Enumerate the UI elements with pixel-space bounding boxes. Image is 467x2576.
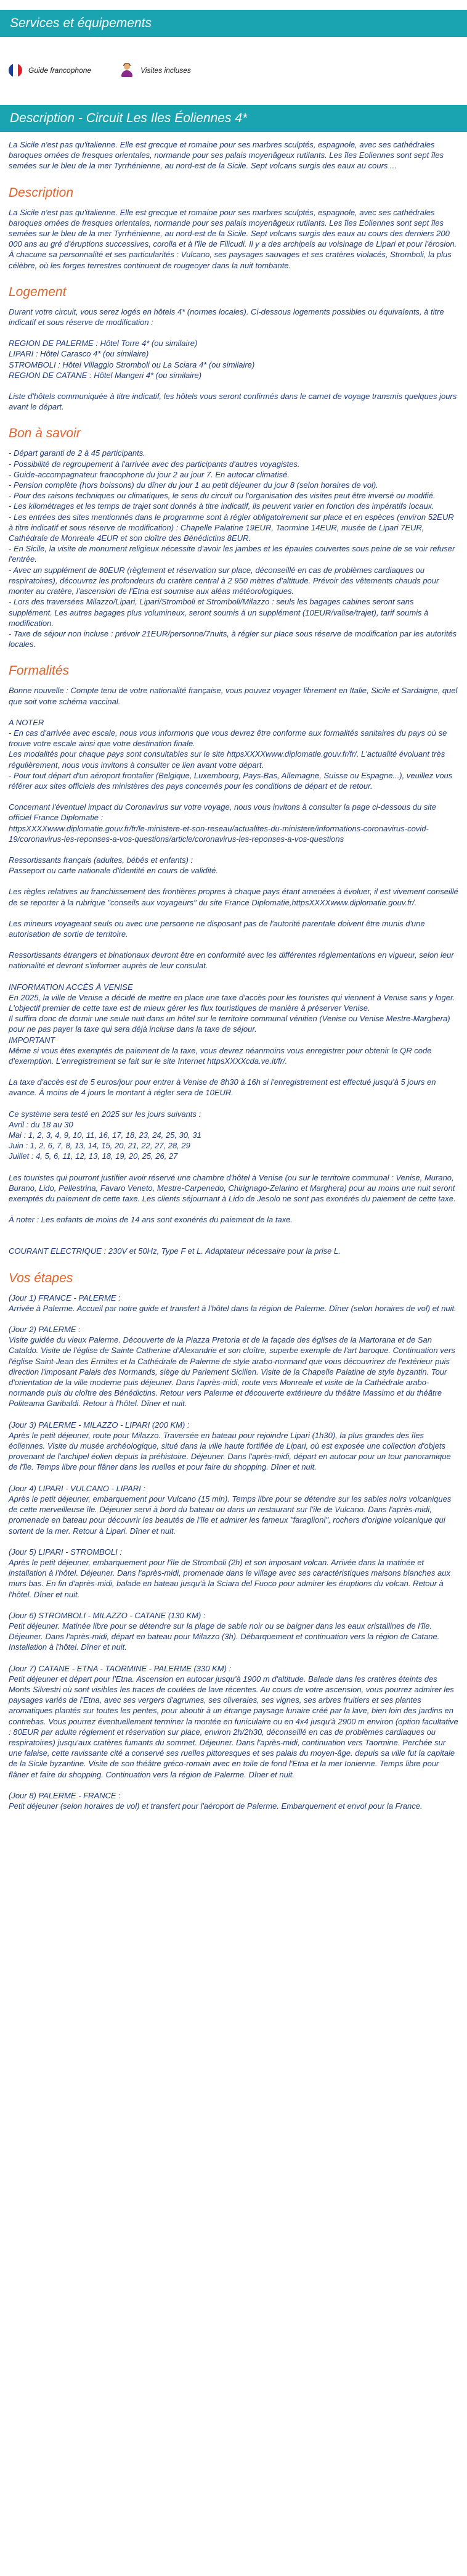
spacer — [9, 1162, 458, 1172]
section-paragraph: REGION DE PALERME : Hôtel Torre 4* (ou similaire) LIPARI : Hôtel Carasco 4* (ou similaire) STROMBOLI : Hôtel Villaggio Stromboli ou La Sciara 4* (ou similaire) REGION DE CATANE : Hôtel Mangeri 4* (ou similaire) — [9, 339, 255, 380]
spacer — [9, 876, 458, 886]
section-paragraph: Les règles relatives au franchissement des frontières propres à chaque pays étant amenées à évoluer, il est vivement conseillé de se reporter à la rubrique "conseils aux voyageurs" du site France Diplomatie,httpsXXXXwww.diplomatie.gouv.fr/. — [9, 887, 458, 907]
guide-person-icon — [120, 63, 134, 78]
sections — [9, 185, 458, 1812]
services-row — [9, 62, 191, 79]
section-paragraph: - Départ garanti de 2 à 45 participants. - Possibilité de regroupement à l'arrivée avec des participants d'autres voyagistes. - Guide-accompagnateur francophone du jour 2 au jour 7. En autocar climatisé. - Pension complète (hors boissons) du dîner du jour 1 au petit déjeuner du jour 8 (selon horaires de vol). - Pour des raisons techniques ou climatiques, le sens du circuit ou l'organisation des visites peut être inversé ou modifié. - Les kilométrages et les temps de trajet sont donnés à titre indicatif, ils peuvent varier en fonction des impératifs locaux. - Les entrées des sites mentionnés dans le programme sont à régler obligatoirement sur place et en espèces (environ 52EUR à titre indicatif et sous réserve de modification) : Chapelle Palatine 19EUR, Taormine 14EUR, musée de Lipari 7EUR, Cathédrale de Monreale 4EUR et son cloître des Bénédictins 8EUR. - En Sicile, la visite de monument religieux nécessite d'avoir les jambes et les épaules couvertes sous peine de se voir refuser l'entrée. - Avec un supplément de 80EUR (règlement et réservation sur place, déconseillé en cas de problèmes cardiaques ou respiratoires), découvrez les profondeurs du cratère central à 2 950 mètres d'altitude. Prévoir des vêtements chauds pour monter au cratère, l'ascension de l'Etna est soumise aux aléas météorologiques. - Lors des traversées Milazzo/Lipari, Lipari/Stromboli et Stromboli/Milazzo : seuls les bagages cabines seront sans supplément. Les autres bagages plus volumineux, seront soumis à un supplément (10EUR/valise/trajet), tarif soumis à modification. - Taxe de séjour non incluse : prévoir 21EUR/personne/7nuits, à régler sur place sous réserve de modification par les autorités locales. — [9, 448, 457, 649]
section-paragraph: (Jour 2) PALERME : Visite guidée du vieux Palerme. Découverte de la Piazza Pretoria et de la façade des églises de la Martorana et de San Cataldo. Visite de l'église de Sainte Catherine d'Alexandrie et son cloître, superbe exemple de l'art baroque. Continuation vers l'église Saint-Jean des Ermites et la Cathédrale de Palerme de style arabo-normand que vous découvrirez de l'extérieur puis direction l'imposant Palais des Normands, siège du Parlement Sicilien. Visite de la Chapelle Palatine de style byzantin. Tour d'orientation de la ville moderne puis déjeuner. Dans l'après-midi, route vers Monreale et visite de la Cathédrale arabo-normande puis du cloître des Bénédictins. Retour vers Palerme et découverte extérieure du théâtre Massimo et du théâtre Politeama Garibaldi. Retour à l'hôtel. Dîner et nuit. — [9, 1325, 455, 1409]
spacer — [9, 1600, 458, 1610]
content — [9, 139, 458, 1811]
services-title: Services et équipements — [10, 16, 152, 30]
section-paragraph: (Jour 4) LIPARI - VULCANO - LIPARI : Après le petit déjeuner, embarquement pour Vulcano (15 min). Temps libre pour se détendre sur les sables noirs volcaniques de cette merveilleuse île. Déjeuner servi à bord du bateau ou dans un restaurant sur l'île de Vulcano. Dans l'après-midi, promenade en bateau pour découvrir les beautés de l'île et admirer les fameux "faraglioni", rochers d'origine volcanique qui sortent de la mer. Retour à Lipari. Dîner et nuit. — [9, 1483, 452, 1536]
spacer — [9, 1536, 458, 1547]
spacer — [9, 327, 458, 338]
spacer — [9, 791, 458, 802]
spacer — [9, 381, 458, 391]
french-flag-icon — [9, 64, 22, 77]
section-paragraph: Ressortissants étrangers et binationaux devront être en conformité avec les différentes réglementations en vigueur, selon leur nationalité et devront s'informer auprès de leur consulat. — [9, 950, 454, 971]
section-paragraph: A NOTER - En cas d'arrivée avec escale, nous vous informons que vous devrez être conforme aux formalités sanitaires du pays où se trouve votre escale ainsi que votre destination finale. Les modalités pour chaque pays sont consultables sur le site httpsXXXXwww.diplomatie.gouv.fr/fr/. L'actualité évoluant très régulièrement, nous vous invitons à consulter ce lien avant votre départ. - Pour tout départ d'un aéroport frontalier (Belgique, Luxembourg, Pays-Bas, Allemagne, Suisse ou Espagne...), veuillez vous référer aux sites officiels des ministères des pays concernés pour les conditions de départ et de retour. — [9, 717, 453, 791]
section-paragraph: La Sicile n'est pas qu'italienne. Elle est grecque et romaine pour ses marbres sculptés, espagnole, avec ses cathédrales baroques ornées de fresques orientales, normande pour ses palais moyenâgeux rutilants. Les îles Eoliennes sont sept îles semées sur le bleu de la mer Tyrrhénienne, au nord-est de la Sicile. Sept volcans surgis des eaux au cours des derniers 200 000 ans au gré d'éruptions successives, corolla et à l'île de Filicudi. Il y a des archipels au voisinage de Lipari et pour l'érosion. À chacune sa personnalité et ses particularités : Vulcano, ses paysages sauvages et ses cratères violacés, Stromboli, la plus célèbre, où les forges terrestres continuent de rougeoyer dans la nuit tombante. — [9, 207, 457, 270]
description-band — [0, 105, 467, 132]
spacer — [9, 1473, 458, 1483]
section-paragraph: Ce système sera testé en 2025 sur les jours suivants : Avril : du 18 au 30 Mai : 1, 2, 3, 4, 9, 10, 11, 16, 17, 18, 23, 24, 25, 30, 31 Juin : 1, 2, 6, 7, 8, 13, 14, 15, 20, 21, 22, 27, 28, 29 Juillet : 4, 5, 6, 11, 12, 13, 18, 19, 20, 25, 26, 27 — [9, 1109, 201, 1161]
spacer — [9, 939, 458, 950]
spacer — [9, 1235, 458, 1246]
section-heading: Vos étapes — [9, 1270, 73, 1285]
visits-item — [120, 63, 191, 78]
spacer — [9, 1098, 458, 1109]
section-paragraph: (Jour 5) LIPARI - STROMBOLI : Après le petit déjeuner, embarquement pour l'île de Stromboli (2h) et son imposant volcan. Arrivée dans la matinée et installation à l'hôtel. Déjeuner. Dans l'après-midi, promenade dans le village avec ses caractéristiques maisons blanches aux murs bas. En fin d'après-midi, balade en bateau jusqu'à la Sciara del Fuoco pour admirer les éruptions du volcan. Retour à l'hôtel. Dîner et nuit. — [9, 1547, 450, 1599]
guide-item — [9, 64, 91, 77]
section-paragraph: (Jour 3) PALERME - MILAZZO - LIPARI (200 KM) : Après le petit déjeuner, route pour Milazzo. Traversée en bateau pour rejoindre Lipari (1h30), la plus grandes des îles éoliennes. Visite du musée archéologique, situé dans la ville haute fortifiée de Lipari, où est exposée une collection d'objets provenant de l'archipel éolien depuis la préhistoire. Déjeuner. Dans l'après-midi, départ en autocar pour un tour panoramique de l'île. Temps libre pour flâner dans les ruelles et pour faire du shopping. Dîner et nuit. — [9, 1420, 451, 1472]
section-paragraph: Les mineurs voyageant seuls ou avec une personne ne disposant pas de l'autorité parentale doivent être munis d'une autorisation de sortie de territoire. — [9, 918, 425, 939]
section-paragraph: Les touristes qui pourront justifier avoir réservé une chambre d'hôtel à Venise (ou sur le territoire communal : Venise, Murano, Burano, Lido, Pellestrina, Favaro Veneto, Mestre-Carpenedo, Chirignago-Zelarino et Marghera) pour au moins une nuit seront exemptés du paiement de cette taxe. Les clients séjournant à Lido de Jesolo ne sont pas exonérés du paiement de cette taxe. — [9, 1172, 456, 1204]
spacer — [9, 1204, 458, 1214]
services-band — [0, 10, 467, 37]
section-paragraph: Durant votre circuit, vous serez logés en hôtels 4* (normes locales). Ci-dessous logements possibles ou équivalents, à titre indicatif et sous réserve de modification : — [9, 307, 444, 327]
visits-label: Visites incluses — [140, 66, 191, 75]
spacer — [9, 844, 458, 855]
section-paragraph: À noter : Les enfants de moins de 14 ans sont exonérés du paiement de la taxe. — [9, 1215, 293, 1225]
section-paragraph: (Jour 1) FRANCE - PALERME : Arrivée à Palerme. Accueil par notre guide et transfert à l'hôtel dans la région de Palerme. Dîner (selon horaires de vol) et nuit. — [9, 1293, 457, 1313]
section-heading: Bon à savoir — [9, 426, 81, 441]
section-paragraph: (Jour 6) STROMBOLI - MILAZZO - CATANE (130 KM) : Petit déjeuner. Matinée libre pour se détendre sur la plage de sable noir ou se baigner dans les eaux cristallines de l'île. Déjeuner. Dans l'après-midi, départ en bateau pour Milazzo (3h). Débarquement et continuation vers la région de Catane. Installation à l'hôtel. Dîner et nuit. — [9, 1610, 440, 1652]
section-paragraph: La taxe d'accès est de 5 euros/jour pour entrer à Venise de 8h30 à 16h si l'enregistrement est effectué jusqu'à 5 jours en avance. À moins de 4 jours le montant à régler sera de 10EUR. — [9, 1077, 436, 1098]
section-paragraph: Bonne nouvelle : Compte tenu de votre nationalité française, vous pouvez voyager librement en Italie, Sicile et Sardaigne, quel que soit votre schéma vaccinal. — [9, 686, 458, 706]
spacer — [9, 1653, 458, 1663]
spacer — [9, 1225, 458, 1235]
description-band-title: Description - Circuit Les Iles Éoliennes 4* — [10, 111, 248, 125]
spacer — [9, 908, 458, 918]
spacer — [9, 1066, 458, 1077]
intro-text: La Sicile n'est pas qu'italienne. Elle est grecque et romaine pour ses marbres sculptés, espagnole, avec ses cathédrales baroques ornées de fresques orientales, normande pour ses palais moyenâgeux rutilants. Les îles Eoliennes sont sept îles semées sur le bleu de la mer Tyrrhénienne, au nord-est de la Sicile. Sept volcans surgis des eaux au cours ... — [9, 140, 444, 171]
spacer — [9, 1409, 458, 1420]
spacer — [9, 1314, 458, 1324]
section-paragraph: Concernant l'éventuel impact du Coronavirus sur votre voyage, nous vous invitons à consulter la page ci-dessous du site officiel France Diplomatie : httpsXXXXwww.diplomatie.gouv.fr/fr/le-ministere-et-son-reseau/actualites-du-ministere/informations-coronavirus-covid-19/coronavirus-les-reponses-a-vos-questions/article/coronavirus-les-reponses-a-vos-questions — [9, 802, 437, 844]
section-paragraph: INFORMATION ACCÈS À VENISE En 2025, la ville de Venise a décidé de mettre en place une taxe d'accès pour les touristes qui viennent à Venise sans y loger. L'objectif premier de cette taxe est de mieux gérer les flux touristiques de manière à préserver Venise. Il suffira donc de dormir une seule nuit dans un hôtel sur le territoire communal vénitien (Venise ou Venise Mestre-Marghera) pour ne pas payer la taxe qui sera déjà incluse dans la taxe de séjour. IMPORTANT Même si vous êtes exemptés de paiement de la taxe, vous devrez néanmoins vous enregistrer pour obtenir le QR code d'exemption. L'enregistrement se fait sur le site Internet httpsXXXXcda.ve.it/fr/. — [9, 982, 455, 1066]
section-heading: Logement — [9, 284, 67, 299]
section-paragraph: (Jour 8) PALERME - FRANCE : Petit déjeuner (selon horaires de vol) et transfert pour l'aéroport de Palerme. Embarquement et envol pour la France. — [9, 1790, 423, 1811]
section-paragraph: COURANT ELECTRIQUE : 230V et 50Hz, Type F et L. Adaptateur nécessaire pour la prise L. — [9, 1246, 341, 1256]
section-heading: Formalités — [9, 664, 70, 678]
section-heading: Description — [9, 185, 74, 200]
spacer — [9, 707, 458, 717]
spacer — [9, 971, 458, 982]
section-paragraph: Ressortissants français (adultes, bébés et enfants) : Passeport ou carte nationale d'identité en cours de validité. — [9, 855, 218, 876]
section-paragraph: (Jour 7) CATANE - ETNA - TAORMINE - PALERME (330 KM) : Petit déjeuner et départ pour l'Etna. Ascension en autocar jusqu'à 1900 m d'altitude. Balade dans les cratères éteints des Monts Silvestri où sont visibles les traces de coulées de lave récentes. Au cours de votre ascension, vous pourrez admirer les paysages variés de l'Etna, avec ses vergers d'agrumes, ses oliveraies, ses vignes, ses arbres fruitiers et ses plantes aromatiques plantés sur toutes les pentes, pour aboutir à un étrange paysage lunaire créé par la lave, bien loin des jardins en contrebas. Vous pourrez éventuellement terminer la montée en funiculaire ou en 4x4 jusqu'à 2900 m environ (option facultative : 80EUR par adulte réglement et réservation sur place, environ 2h/2h30, déconseillé en cas de problèmes cardiaques ou respiratoires) jusqu'aux cratères fumants du sommet. Déjeuner. Dans l'après-midi, continuation vers Taormine. Perchée sur une falaise, cette ravissante cité a conservé ses ruelles pittoresques et ses palais du moyen-âge. depuis sa ville fut la capitale de la Sicile byzantine. Visite de son théâtre gréco-romain avec en toile de fond l'Etna et la mer Ionienne. Temps libre pour flâner et faire du shopping. Continuation vers la région de Palerme. Dîner et nuit. — [9, 1663, 458, 1779]
section-paragraph: Liste d'hôtels communiquée à titre indicatif, les hôtels vous seront confirmés dans le carnet de voyage transmis quelques jours avant le départ. — [9, 392, 457, 412]
spacer — [9, 1780, 458, 1790]
guide-label: Guide francophone — [28, 66, 92, 75]
